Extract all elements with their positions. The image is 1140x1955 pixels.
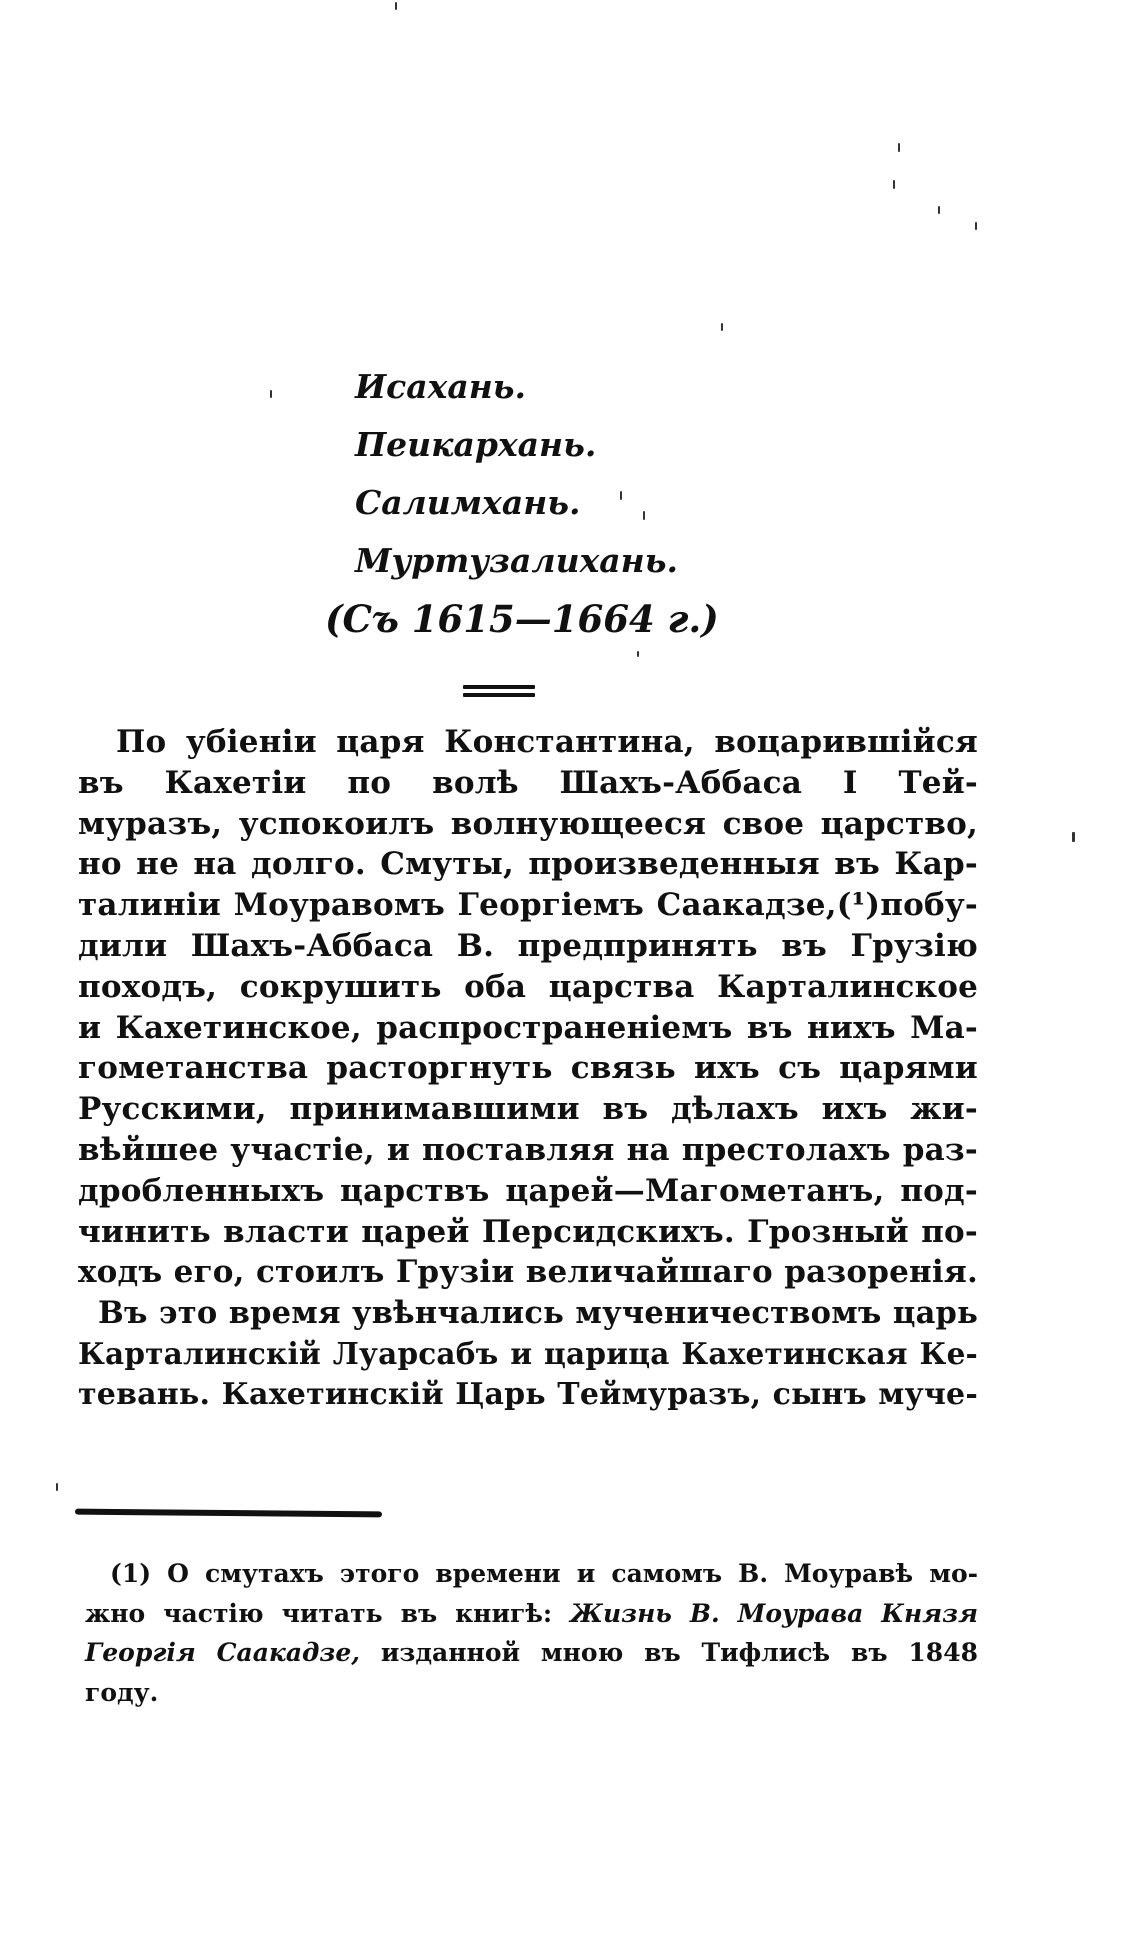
text-line: походъ, сокрушить оба царства Карталинское: [78, 968, 978, 1005]
footnote-line: [85, 1634, 978, 1672]
section-heading: [325, 365, 755, 655]
text-line: Въ это время увѣнчались мученичествомъ царь: [98, 1295, 978, 1332]
section-separator: [463, 685, 535, 701]
footnote-book-title: Георгія Саакадзе,: [85, 1638, 360, 1667]
text-line: дробленныхъ царствъ царей—Магометанъ, под-: [78, 1172, 978, 1209]
heading-name: Муртузалихань.: [355, 541, 678, 580]
print-speck: [270, 390, 272, 398]
text-line: Русскими, принимавшими въ дѣлахъ ихъ жи-: [78, 1091, 978, 1128]
heading-name: Исахань.: [355, 367, 527, 406]
print-speck: [975, 222, 977, 230]
print-speck: [56, 1483, 58, 1491]
footnote-rule: [75, 1509, 382, 1518]
footnote-book-title: Жизнь В. Моурава Князя: [570, 1598, 978, 1628]
body-paragraph: [78, 722, 978, 1416]
footnote: [85, 1555, 978, 1713]
print-speck: [893, 180, 895, 189]
text-line: По убіеніи царя Константина, воцарившійся: [116, 724, 978, 760]
print-speck: [938, 206, 940, 214]
text-line: ходъ его, стоилъ Грузіи величайшаго разоренія.: [78, 1254, 978, 1291]
text-line: вѣйшее участіе, и поставляя на престолахъ раз-: [78, 1131, 978, 1168]
text-line: и Кахетинское, распространеніемъ въ нихъ Ма-: [78, 1009, 978, 1046]
heading-name: Салимхань.: [355, 483, 581, 522]
heading-name: Пеикархань.: [355, 425, 597, 464]
print-speck: [395, 2, 397, 10]
print-speck: [721, 323, 723, 331]
text-line: муразъ, успокоилъ волнующееся свое царство,: [78, 805, 978, 842]
footnote-line: [85, 1595, 978, 1633]
print-speck: [1072, 832, 1075, 842]
footnote-line: году.: [85, 1677, 159, 1707]
text-line: чинить власти царей Персидскихъ. Грозный по-: [78, 1213, 978, 1250]
text-line: гометанства расторгнуть связь ихъ съ царями: [78, 1050, 978, 1087]
text-line: въ Кахетіи по волѣ Шахъ-Аббаса I Тей-: [78, 764, 978, 801]
text-line: талиніи Моуравомъ Георгіемъ Саакадзе,(¹)побу-: [78, 887, 978, 924]
footnote-text: жно частію читать въ книгѣ:: [85, 1598, 553, 1628]
footnote-text: изданной мною въ Тифлисѣ въ 1848: [380, 1638, 978, 1667]
text-line: Карталинскій Луарсабъ и царица Кахетинская Ке-: [78, 1335, 978, 1371]
print-speck: [898, 143, 900, 152]
footnote-line: (1) О смутахъ этого времени и самомъ В. Моуравѣ мо-: [110, 1559, 978, 1588]
heading-dates: (Съ 1615—1664 г.): [325, 597, 719, 641]
text-line: но не на долго. Смуты, произведенныя въ Кар-: [78, 846, 978, 883]
text-line: дили Шахъ-Аббаса В. предпринять въ Грузію: [78, 927, 978, 964]
text-line: тевань. Кахетинскій Царь Теймуразъ, сынъ муче-: [78, 1376, 978, 1412]
